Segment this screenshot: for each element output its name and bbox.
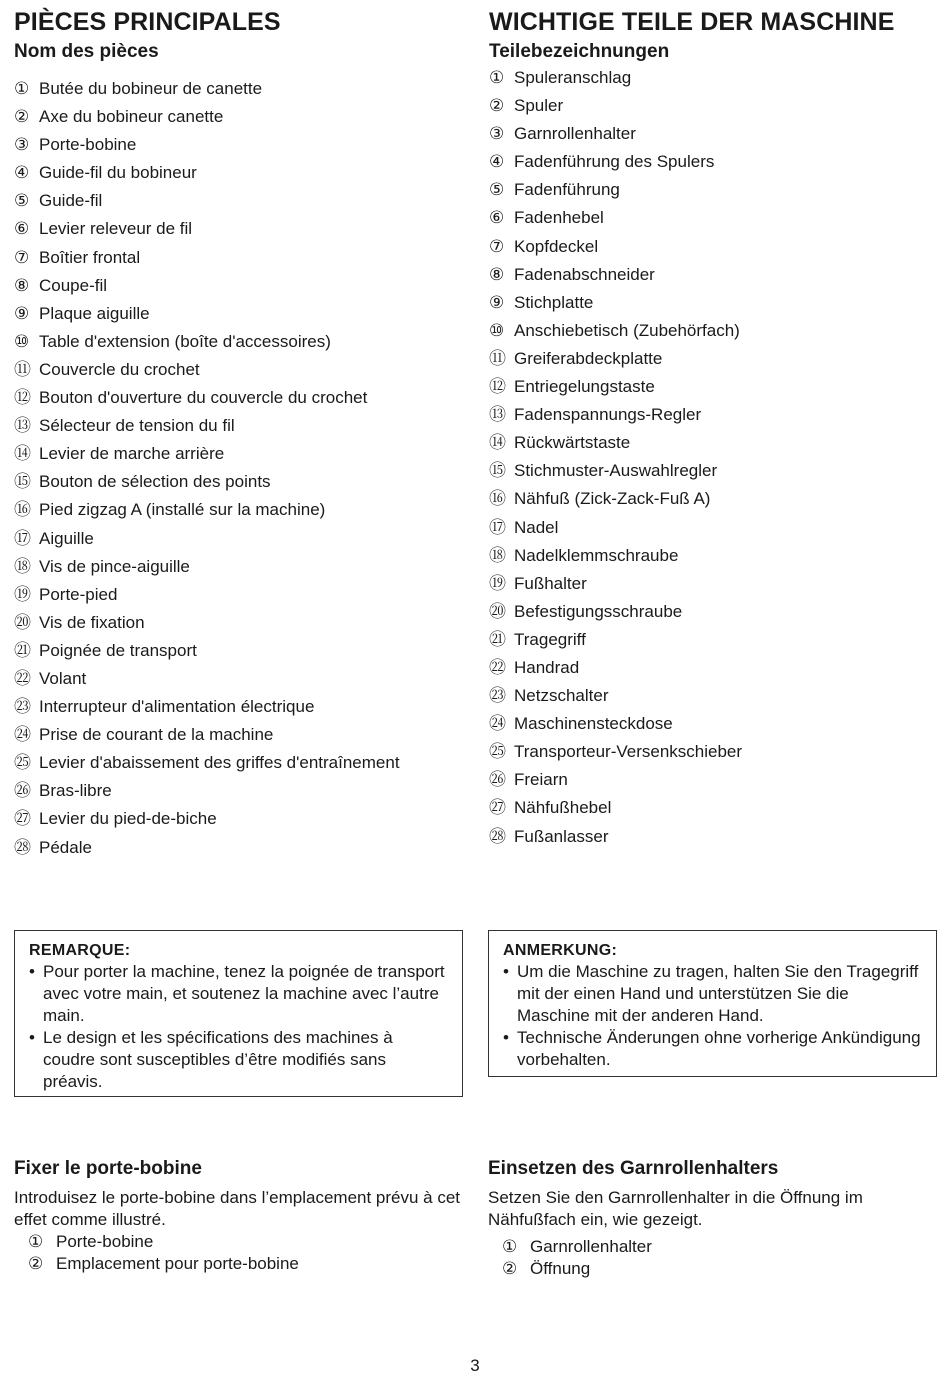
part-number: ⑱ xyxy=(14,556,31,576)
de-parts-section xyxy=(489,8,937,851)
part-number: ② xyxy=(14,107,30,127)
part-label: Porte-pied xyxy=(39,584,118,604)
part-label: Butée du bobineur de canette xyxy=(39,79,263,98)
part-label: Anschiebetisch (Zubehörfach) xyxy=(514,320,740,340)
part-number: ⑬ xyxy=(489,405,506,425)
part-list-item xyxy=(14,665,464,693)
part-number: ㉓ xyxy=(489,686,506,706)
part-label: Nähfußhebel xyxy=(514,798,612,818)
part-list-item xyxy=(14,693,464,721)
part-label: Maschinensteckdose xyxy=(514,714,673,734)
item-number: ② xyxy=(502,1259,518,1278)
part-number: ⑦ xyxy=(14,247,30,267)
part-list-item xyxy=(14,440,464,468)
part-list-item xyxy=(14,525,464,553)
part-number: ⑮ xyxy=(489,461,506,481)
part-list-item xyxy=(14,721,464,749)
part-label: Nadelklemmschraube xyxy=(514,545,679,565)
part-number: ㉒ xyxy=(489,657,506,677)
part-number: ⑨ xyxy=(489,292,505,312)
part-list-item xyxy=(14,468,464,496)
part-number: ⑫ xyxy=(489,377,506,397)
part-label: Transporteur-Versenkschieber xyxy=(514,742,743,762)
part-number: ① xyxy=(489,68,505,87)
part-number: ⑪ xyxy=(14,359,31,379)
part-list-item xyxy=(489,204,937,232)
fr-note-item: • Le design et les spécifications des machines à coudre sont susceptibles d’être modifiés sans préavis. xyxy=(29,1027,448,1093)
part-list-item xyxy=(489,542,937,570)
part-number: ⑳ xyxy=(489,601,506,621)
part-label: Fadenspannungs-Regler xyxy=(514,405,702,425)
de-note-list xyxy=(503,961,922,1071)
part-label: Freiarn xyxy=(514,770,568,790)
fr-note-item: • Pour porter la machine, tenez la poignée de transport avec votre main, et soutenez la machine avec l’autre main. xyxy=(29,961,448,1027)
fr-spool-item xyxy=(28,1231,464,1253)
part-label: Netzschalter xyxy=(514,686,609,706)
part-label: Porte-bobine xyxy=(39,135,137,155)
part-number: ⑮ xyxy=(14,472,31,492)
fr-spool-text: Introduisez le porte-bobine dans l’emplacement prévu à cet effet comme illustré. xyxy=(14,1188,461,1229)
part-label: Levier d'abaissement des griffes d'entraînement xyxy=(39,753,400,773)
part-label: Bras-libre xyxy=(39,781,112,801)
fr-spool-item xyxy=(28,1253,464,1275)
fr-note-box xyxy=(14,930,463,1097)
part-list-item xyxy=(14,553,464,581)
de-note-title: ANMERKUNG: xyxy=(503,942,618,959)
part-list-item xyxy=(14,384,464,412)
part-label: Fußanlasser xyxy=(514,826,609,846)
part-label: Coupe-fil xyxy=(39,275,108,295)
part-number: ⑩ xyxy=(489,320,505,340)
part-list-item xyxy=(489,794,937,822)
part-list-item xyxy=(14,328,464,356)
fr-note-title: REMARQUE: xyxy=(29,942,131,959)
part-number: ㉕ xyxy=(489,742,506,762)
part-list-item xyxy=(14,609,464,637)
part-label: Stichplatte xyxy=(514,292,594,312)
item-label: Garnrollenhalter xyxy=(530,1237,652,1256)
part-label: Tragegriff xyxy=(514,629,586,649)
part-label: Fadenhebel xyxy=(514,208,604,228)
part-list-item xyxy=(489,654,937,682)
part-list-item xyxy=(14,131,464,159)
part-label: Prise de courant de la machine xyxy=(39,725,274,745)
part-list-item xyxy=(489,626,937,654)
part-list-item xyxy=(489,373,937,401)
part-list-item xyxy=(489,429,937,457)
part-label: Pied zigzag A (installé sur la machine) xyxy=(39,500,326,520)
part-list-item xyxy=(14,272,464,300)
part-list-item xyxy=(14,244,464,272)
part-label: Bouton de sélection des points xyxy=(39,472,271,492)
part-number: ⑧ xyxy=(14,275,30,295)
part-number: ㉖ xyxy=(489,770,506,790)
part-list-item xyxy=(489,682,937,710)
de-spool-item xyxy=(502,1258,937,1280)
part-label: Aiguille xyxy=(39,528,94,548)
item-number: ① xyxy=(28,1232,44,1251)
part-label: Guide-fil du bobineur xyxy=(39,163,197,183)
part-label: Interrupteur d'alimentation électrique xyxy=(39,697,315,717)
de-spool-text: Setzen Sie den Garnrollenhalter in die Öffnung im Nähfußfach ein, wie gezeigt. xyxy=(488,1188,863,1229)
part-list-item xyxy=(14,581,464,609)
part-number: ㉔ xyxy=(14,725,31,745)
part-number: ⑪ xyxy=(489,348,506,368)
part-number: ⑲ xyxy=(489,573,506,593)
part-label: Guide-fil xyxy=(39,191,103,211)
part-number: ⑧ xyxy=(489,264,505,284)
part-list-item xyxy=(489,738,937,766)
part-list-item xyxy=(14,834,464,862)
part-list-item xyxy=(14,637,464,665)
part-label: Table d'extension (boîte d'accessoires) xyxy=(39,331,331,351)
part-label: Spuleranschlag xyxy=(514,68,632,87)
part-list-item xyxy=(489,710,937,738)
part-number: ③ xyxy=(14,135,30,155)
part-number: ㉗ xyxy=(14,809,31,829)
item-number: ① xyxy=(502,1237,518,1256)
part-label: Bouton d'ouverture du couvercle du crochet xyxy=(39,388,368,408)
part-list-item xyxy=(14,187,464,215)
part-list-item xyxy=(14,103,464,131)
part-list-item xyxy=(14,159,464,187)
part-list-item xyxy=(489,176,937,204)
part-number: ⑱ xyxy=(489,545,506,565)
part-label: Rückwärtstaste xyxy=(514,433,631,453)
part-label: Pédale xyxy=(39,837,92,857)
part-label: Vis de pince-aiguille xyxy=(39,556,190,576)
part-number: ⑳ xyxy=(14,612,31,632)
part-list-item xyxy=(489,92,937,120)
part-label: Fußhalter xyxy=(514,573,587,593)
part-number: ㉘ xyxy=(489,826,506,846)
part-label: Axe du bobineur canette xyxy=(39,107,224,127)
fr-note-list xyxy=(29,961,448,1093)
part-label: Handrad xyxy=(514,657,580,677)
part-number: ⑬ xyxy=(14,416,31,436)
part-list-item xyxy=(489,317,937,345)
part-label: Couvercle du crochet xyxy=(39,359,200,379)
part-list-item xyxy=(489,148,937,176)
part-number: ① xyxy=(14,79,30,98)
part-list-item xyxy=(489,823,937,851)
part-label: Fadenabschneider xyxy=(514,264,655,284)
part-number: ⑰ xyxy=(14,528,31,548)
part-number: ④ xyxy=(14,163,30,183)
part-label: Vis de fixation xyxy=(39,612,145,632)
fr-spool-items xyxy=(14,1231,464,1275)
de-note-box xyxy=(488,930,937,1077)
part-list-item xyxy=(14,749,464,777)
part-list-item xyxy=(14,496,464,524)
part-label: Boîtier frontal xyxy=(39,247,141,267)
part-label: Nadel xyxy=(514,517,559,537)
part-label: Garnrollenhalter xyxy=(514,124,636,144)
part-number: ㉖ xyxy=(14,781,31,801)
part-list-item xyxy=(14,215,464,243)
part-list-item xyxy=(489,457,937,485)
part-label: Poignée de transport xyxy=(39,640,197,660)
fr-parts-list xyxy=(14,75,464,862)
fr-parts-section xyxy=(14,8,464,862)
de-spool-item xyxy=(502,1236,937,1258)
part-list-item xyxy=(14,805,464,833)
part-label: Kopfdeckel xyxy=(514,236,599,256)
part-label: Spuler xyxy=(514,96,564,116)
item-number: ② xyxy=(28,1254,44,1273)
item-label: Öffnung xyxy=(530,1259,591,1278)
part-label: Levier releveur de fil xyxy=(39,219,193,239)
part-list-item xyxy=(489,261,937,289)
part-list-item xyxy=(14,412,464,440)
part-list-item xyxy=(489,345,937,373)
part-list-item xyxy=(489,233,937,261)
part-number: ㉑ xyxy=(489,629,506,649)
de-heading: WICHTIGE TEILE DER MASCHINE xyxy=(489,8,895,36)
fr-spool-section xyxy=(14,1157,464,1275)
part-number: ⑰ xyxy=(489,517,506,537)
de-subheading: Teilebezeichnungen xyxy=(489,41,670,62)
part-number: ⑨ xyxy=(14,303,30,323)
de-spool-items xyxy=(488,1236,937,1280)
part-number: ⑤ xyxy=(14,191,30,211)
part-number: ③ xyxy=(489,124,505,144)
part-label: Plaque aiguille xyxy=(39,303,150,323)
part-label: Nähfuß (Zick-Zack-Fuß A) xyxy=(514,489,711,509)
de-spool-heading: Einsetzen des Garnrollenhalters xyxy=(488,1158,779,1179)
part-list-item xyxy=(489,766,937,794)
part-label: Fadenführung des Spulers xyxy=(514,152,715,172)
item-label: Porte-bobine xyxy=(56,1232,154,1251)
part-list-item xyxy=(14,75,464,103)
part-number: ⑥ xyxy=(489,208,505,228)
part-list-item xyxy=(489,598,937,626)
de-note-item: • Technische Änderungen ohne vorherige Ankündigung vorbehalten. xyxy=(503,1027,922,1071)
part-number: ⑫ xyxy=(14,388,31,408)
part-number: ㉑ xyxy=(14,640,31,660)
part-number: ② xyxy=(489,96,505,116)
fr-heading: PIÈCES PRINCIPALES xyxy=(14,8,281,36)
part-list-item xyxy=(14,356,464,384)
de-parts-list xyxy=(489,64,937,851)
part-label: Befestigungsschraube xyxy=(514,601,683,621)
fr-subheading: Nom des pièces xyxy=(14,41,159,62)
part-number: ㉔ xyxy=(489,714,506,734)
part-list-item xyxy=(489,289,937,317)
part-number: ⑭ xyxy=(14,444,31,464)
part-list-item xyxy=(489,514,937,542)
part-label: Levier de marche arrière xyxy=(39,444,225,464)
part-list-item xyxy=(489,120,937,148)
fr-spool-heading: Fixer le porte-bobine xyxy=(14,1158,202,1179)
part-number: ㉕ xyxy=(14,753,31,773)
part-number: ⑤ xyxy=(489,180,505,200)
part-label: Sélecteur de tension du fil xyxy=(39,416,235,436)
part-list-item xyxy=(14,777,464,805)
part-label: Entriegelungstaste xyxy=(514,377,655,397)
part-list-item xyxy=(489,485,937,513)
item-label: Emplacement pour porte-bobine xyxy=(56,1254,299,1273)
part-label: Stichmuster-Auswahlregler xyxy=(514,461,718,481)
part-number: ⑭ xyxy=(489,433,506,453)
part-number: ⑦ xyxy=(489,236,505,256)
part-number: ⑯ xyxy=(489,489,506,509)
part-number: ⑲ xyxy=(14,584,31,604)
part-list-item xyxy=(489,570,937,598)
part-list-item xyxy=(489,401,937,429)
part-number: ㉒ xyxy=(14,668,31,688)
part-label: Levier du pied-de-biche xyxy=(39,809,217,829)
de-spool-section xyxy=(488,1157,937,1280)
part-number: ④ xyxy=(489,152,505,172)
de-note-item: • Um die Maschine zu tragen, halten Sie den Tragegriff mit der einen Hand und unterstützen Sie die Maschine mit der anderen Hand. xyxy=(503,961,922,1027)
part-number: ⑩ xyxy=(14,331,30,351)
part-label: Volant xyxy=(39,668,87,688)
page-number: 3 xyxy=(470,1356,480,1375)
part-number: ㉗ xyxy=(489,798,506,818)
part-number: ⑥ xyxy=(14,219,30,239)
part-list-item xyxy=(14,300,464,328)
part-number: ⑯ xyxy=(14,500,31,520)
part-label: Greiferabdeckplatte xyxy=(514,348,663,368)
part-number: ㉓ xyxy=(14,697,31,717)
part-label: Fadenführung xyxy=(514,180,620,200)
part-number: ㉘ xyxy=(14,837,31,857)
part-list-item xyxy=(489,64,937,92)
